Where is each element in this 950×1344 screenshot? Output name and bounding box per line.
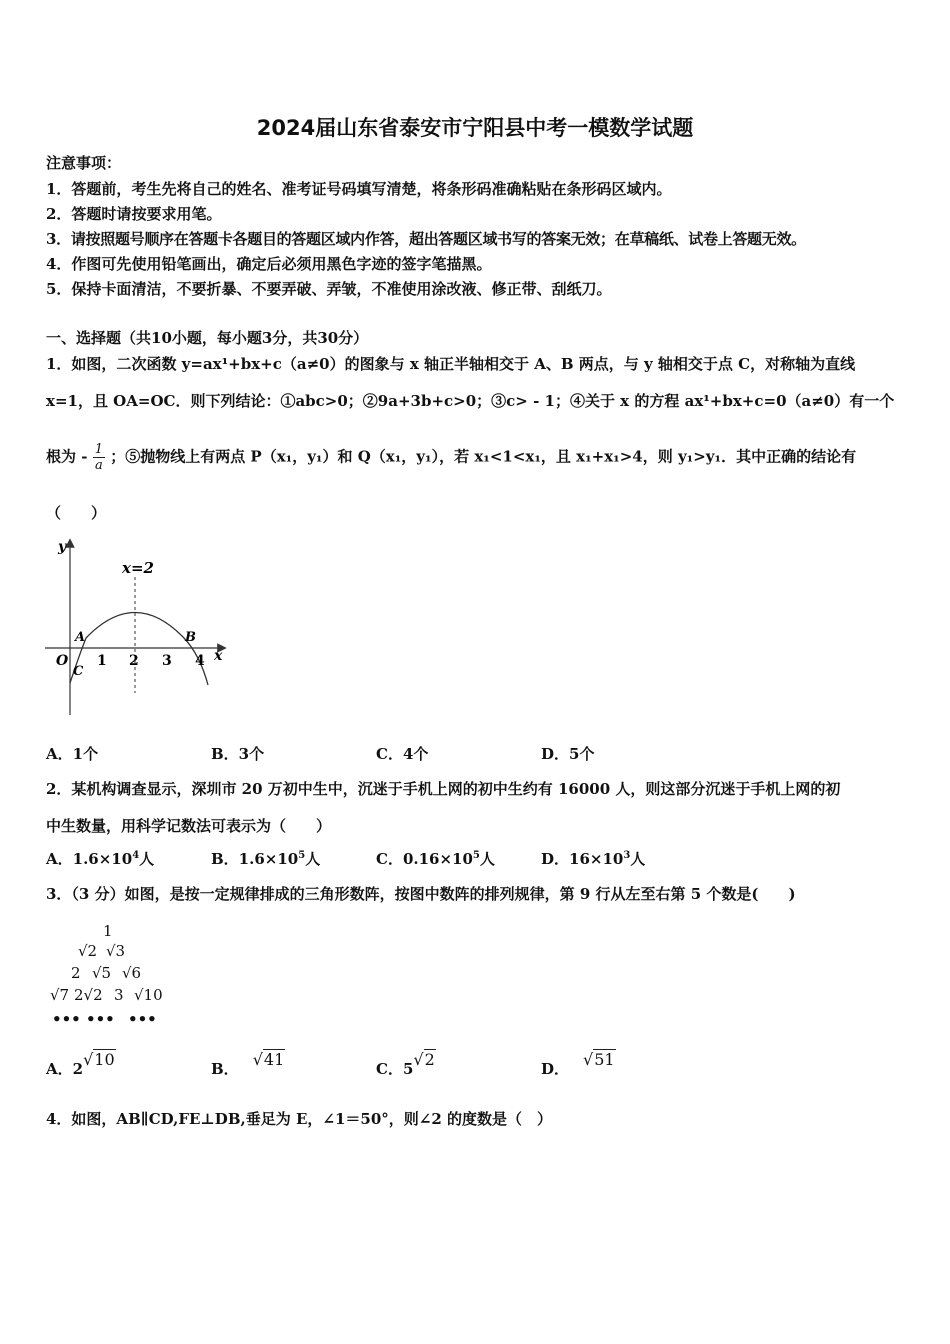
triangle-cell: √2 [78,942,98,960]
option-c: C．4个 [376,745,429,763]
symmetry-axis-label: x=2 [122,559,154,577]
triangle-cell: 3 [114,986,124,1004]
point-a-label: A [75,630,86,645]
q1-answer-paren: （ ） [46,504,107,522]
point-b-label: B [185,630,196,645]
notice-item: 2．答题时请按要求用笔。 [46,205,222,223]
q1-stem-line: 1．如图，二次函数 y=ax¹+bx+c（a≠0）的图象与 x 轴正半轴相交于 A、B 两点，与 y 轴相交于点 C，对称轴为直线 [46,355,856,373]
triangle-cell: √3 [106,942,126,960]
q1-line3-pre: 根为 ‑ [46,447,88,466]
parabola-graph [40,535,230,720]
x-axis-label: x [214,648,223,664]
option-a: A．1个 [46,745,99,763]
number-triangle [46,920,176,1030]
triangle-cell: √10 [134,986,163,1004]
q2-stem-line: 中生数量，用科学记数法可表示为（ ） [46,817,332,835]
option-d: D． √51 [541,1050,615,1078]
triangle-cell: 1 [103,922,113,940]
tick-label: 4 [195,653,205,669]
option-d: D．5个 [541,745,595,763]
triangle-cell: √7 [50,986,70,1004]
triangle-ellipsis: ••• [86,1010,115,1028]
notice-item: 3．请按照题号顺序在答题卡各题目的答题区域内作答，超出答题区域书写的答案无效；在草稿纸、试卷上答题无效。 [46,230,806,248]
origin-label: O [56,653,69,669]
q2-stem-line: 2．某机构调查显示，深圳市 20 万初中生中，沉迷于手机上网的初中生约有 16000 人，则这部分沉迷于手机上网的初 [46,780,841,798]
option-c: C．5√2 [376,1050,435,1078]
triangle-cell: 2√2 [74,986,103,1004]
triangle-ellipsis: ••• [52,1010,81,1028]
page-title: 2024届山东省泰安市宁阳县中考一模数学试题 [256,116,694,140]
triangle-cell: 2 [71,964,81,982]
option-a: A．2√10 [46,1050,115,1078]
option-c: C．$0.16\times 10^5$人 [376,850,495,868]
fraction-one-over-a: $\frac{1}{a}$ [94,442,103,473]
triangle-cell: √5 [92,964,112,982]
point-c-label: C [73,664,84,679]
q3-stem-line: 3．（3 分）如图，是按一定规律排成的三角形数阵，按图中数阵的排列规律，第 9 行从左至右第 5 个数是( ) [46,885,796,903]
notice-item: 5．保持卡面清洁，不要折暴、不要弄破、弄皱，不准使用涂改液、修正带、刮纸刀。 [46,280,612,298]
tick-label: 2 [129,653,139,669]
option-b: B．$1.6\times 10^5$人 [211,850,321,868]
y-axis-label: y [58,539,67,555]
tick-label: 1 [97,653,107,669]
notice-heading: 注意事项： [46,154,122,172]
section-heading: 一、选择题（共10小题，每小题3分，共30分） [46,329,369,347]
option-b: B．3个 [211,745,265,763]
notice-item: 1．答题前，考生先将自己的姓名、准考证号码填写清楚，将条形码准确粘贴在条形码区域内。 [46,180,672,198]
notice-item: 4．作图可先使用铅笔画出，确定后必须用黑色字迹的签字笔描黑。 [46,255,492,273]
q1-stem-line [46,442,856,473]
parabola-curve [70,613,208,686]
q4-stem-line: 4．如图，AB∥CD,FE⊥DB,垂足为 E，∠1＝50°，则∠2 的度数是（ ） [46,1110,552,1128]
tick-label: 3 [162,653,172,669]
option-a: A．$1.6\times 10^4$人 [46,850,155,868]
option-d: D．$16\times 10^3$人 [541,850,646,868]
q1-stem-line: x=1，且 OA=OC．则下列结论：①abc>0；②9a+3b+c>0；③c> ‑ 1；④关于 x 的方程 ax¹+bx+c=0（a≠0）有一个 [46,392,895,410]
option-b: B． √41 [211,1050,285,1078]
q1-line3-post: ；⑤抛物线上有两点 P（x₁，y₁）和 Q（x₁，y₁），若 x₁<1<x₁，且 x₁+x₁>4，则 y₁>y₁．其中正确的结论有 [110,447,857,466]
triangle-ellipsis: ••• [128,1010,157,1028]
triangle-cell: √6 [122,964,142,982]
